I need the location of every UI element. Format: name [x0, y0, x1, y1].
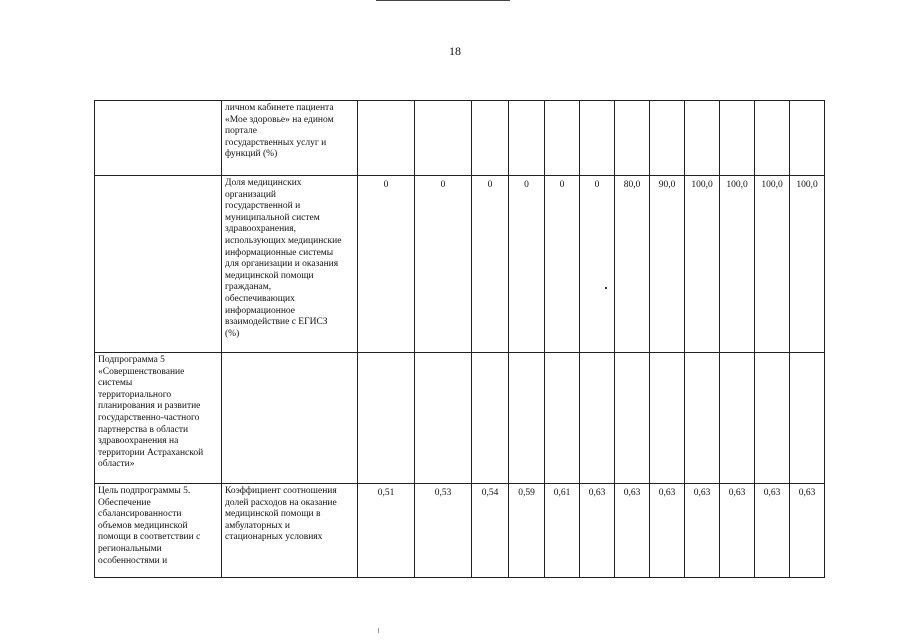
value-cell: 0,54 — [472, 484, 509, 578]
value-cell: 0 — [580, 176, 615, 353]
value-cell — [545, 101, 580, 176]
value-cell — [545, 353, 580, 484]
value-cell — [720, 101, 755, 176]
value-cell: 0,63 — [790, 484, 825, 578]
value-cell: 0,63 — [685, 484, 720, 578]
table-row — [95, 101, 825, 176]
table-row — [95, 484, 825, 578]
value-cell — [415, 353, 472, 484]
value-cell: 100,0 — [755, 176, 790, 353]
value-cell — [472, 101, 509, 176]
value-cell — [650, 353, 685, 484]
value-cell: 0,63 — [615, 484, 650, 578]
value-cell — [685, 101, 720, 176]
value-cell: 100,0 — [790, 176, 825, 353]
value-cell: 0 — [472, 176, 509, 353]
value-cell: 0,63 — [650, 484, 685, 578]
value-cell: 0,63 — [580, 484, 615, 578]
value-cell — [650, 101, 685, 176]
value-cell: 0,63 — [755, 484, 790, 578]
value-cell: 100,0 — [720, 176, 755, 353]
indicator-cell: Доля медицинских организаций государственной и муниципальной систем здравоохранения, использующих медицинские информационные системы для организации и оказания медицинской помощи гражданам, обеспечивающих информационное взаимодействие с ЕГИСЗ (%) — [222, 176, 358, 353]
scan-mark — [378, 628, 379, 633]
value-cell: 0 — [509, 176, 545, 353]
indicator-cell: личном кабинете пациента «Мое здоровье» на едином портале государственных услуг и функций (%) — [222, 101, 358, 176]
value-cell — [790, 101, 825, 176]
value-cell — [358, 101, 415, 176]
value-cell — [790, 353, 825, 484]
value-cell — [358, 353, 415, 484]
value-cell: 0,61 — [545, 484, 580, 578]
value-cell — [472, 353, 509, 484]
value-cell — [720, 353, 755, 484]
goal-cell: Подпрограмма 5 «Совершенствование системы территориального планирования и развитие государственно-частного партнерства в области здравоохранения на территории Астраханской области» — [95, 353, 222, 484]
value-cell: 0 — [358, 176, 415, 353]
page-number: 18 — [449, 44, 461, 58]
value-cell: 90,0 — [650, 176, 685, 353]
table-row — [95, 176, 825, 353]
indicators-table — [94, 100, 825, 578]
value-cell: 0,59 — [509, 484, 545, 578]
value-cell — [580, 101, 615, 176]
value-cell: 80,0 — [615, 176, 650, 353]
value-cell — [415, 101, 472, 176]
value-cell — [685, 353, 720, 484]
value-cell — [580, 353, 615, 484]
goal-cell — [95, 101, 222, 176]
value-cell: 0,63 — [720, 484, 755, 578]
value-cell — [615, 353, 650, 484]
value-cell: 0 — [545, 176, 580, 353]
goal-cell: Цель подпрограммы 5. Обеспечение сбалансированности объемов медицинской помощи в соответствии с региональными особенностями и — [95, 484, 222, 578]
value-cell — [755, 101, 790, 176]
value-cell: 0 — [415, 176, 472, 353]
value-cell — [509, 353, 545, 484]
indicator-cell: Коэффициент соотношения долей расходов на оказание медицинской помощи в амбулаторных и стационарных условиях — [222, 484, 358, 578]
top-rule — [376, 0, 510, 1]
value-cell — [755, 353, 790, 484]
value-cell: 0,53 — [415, 484, 472, 578]
value-cell: 0,51 — [358, 484, 415, 578]
value-cell: 100,0 — [685, 176, 720, 353]
table-row — [95, 353, 825, 484]
scan-speck — [605, 287, 607, 289]
indicator-cell — [222, 353, 358, 484]
value-cell — [509, 101, 545, 176]
value-cell — [615, 101, 650, 176]
goal-cell — [95, 176, 222, 353]
